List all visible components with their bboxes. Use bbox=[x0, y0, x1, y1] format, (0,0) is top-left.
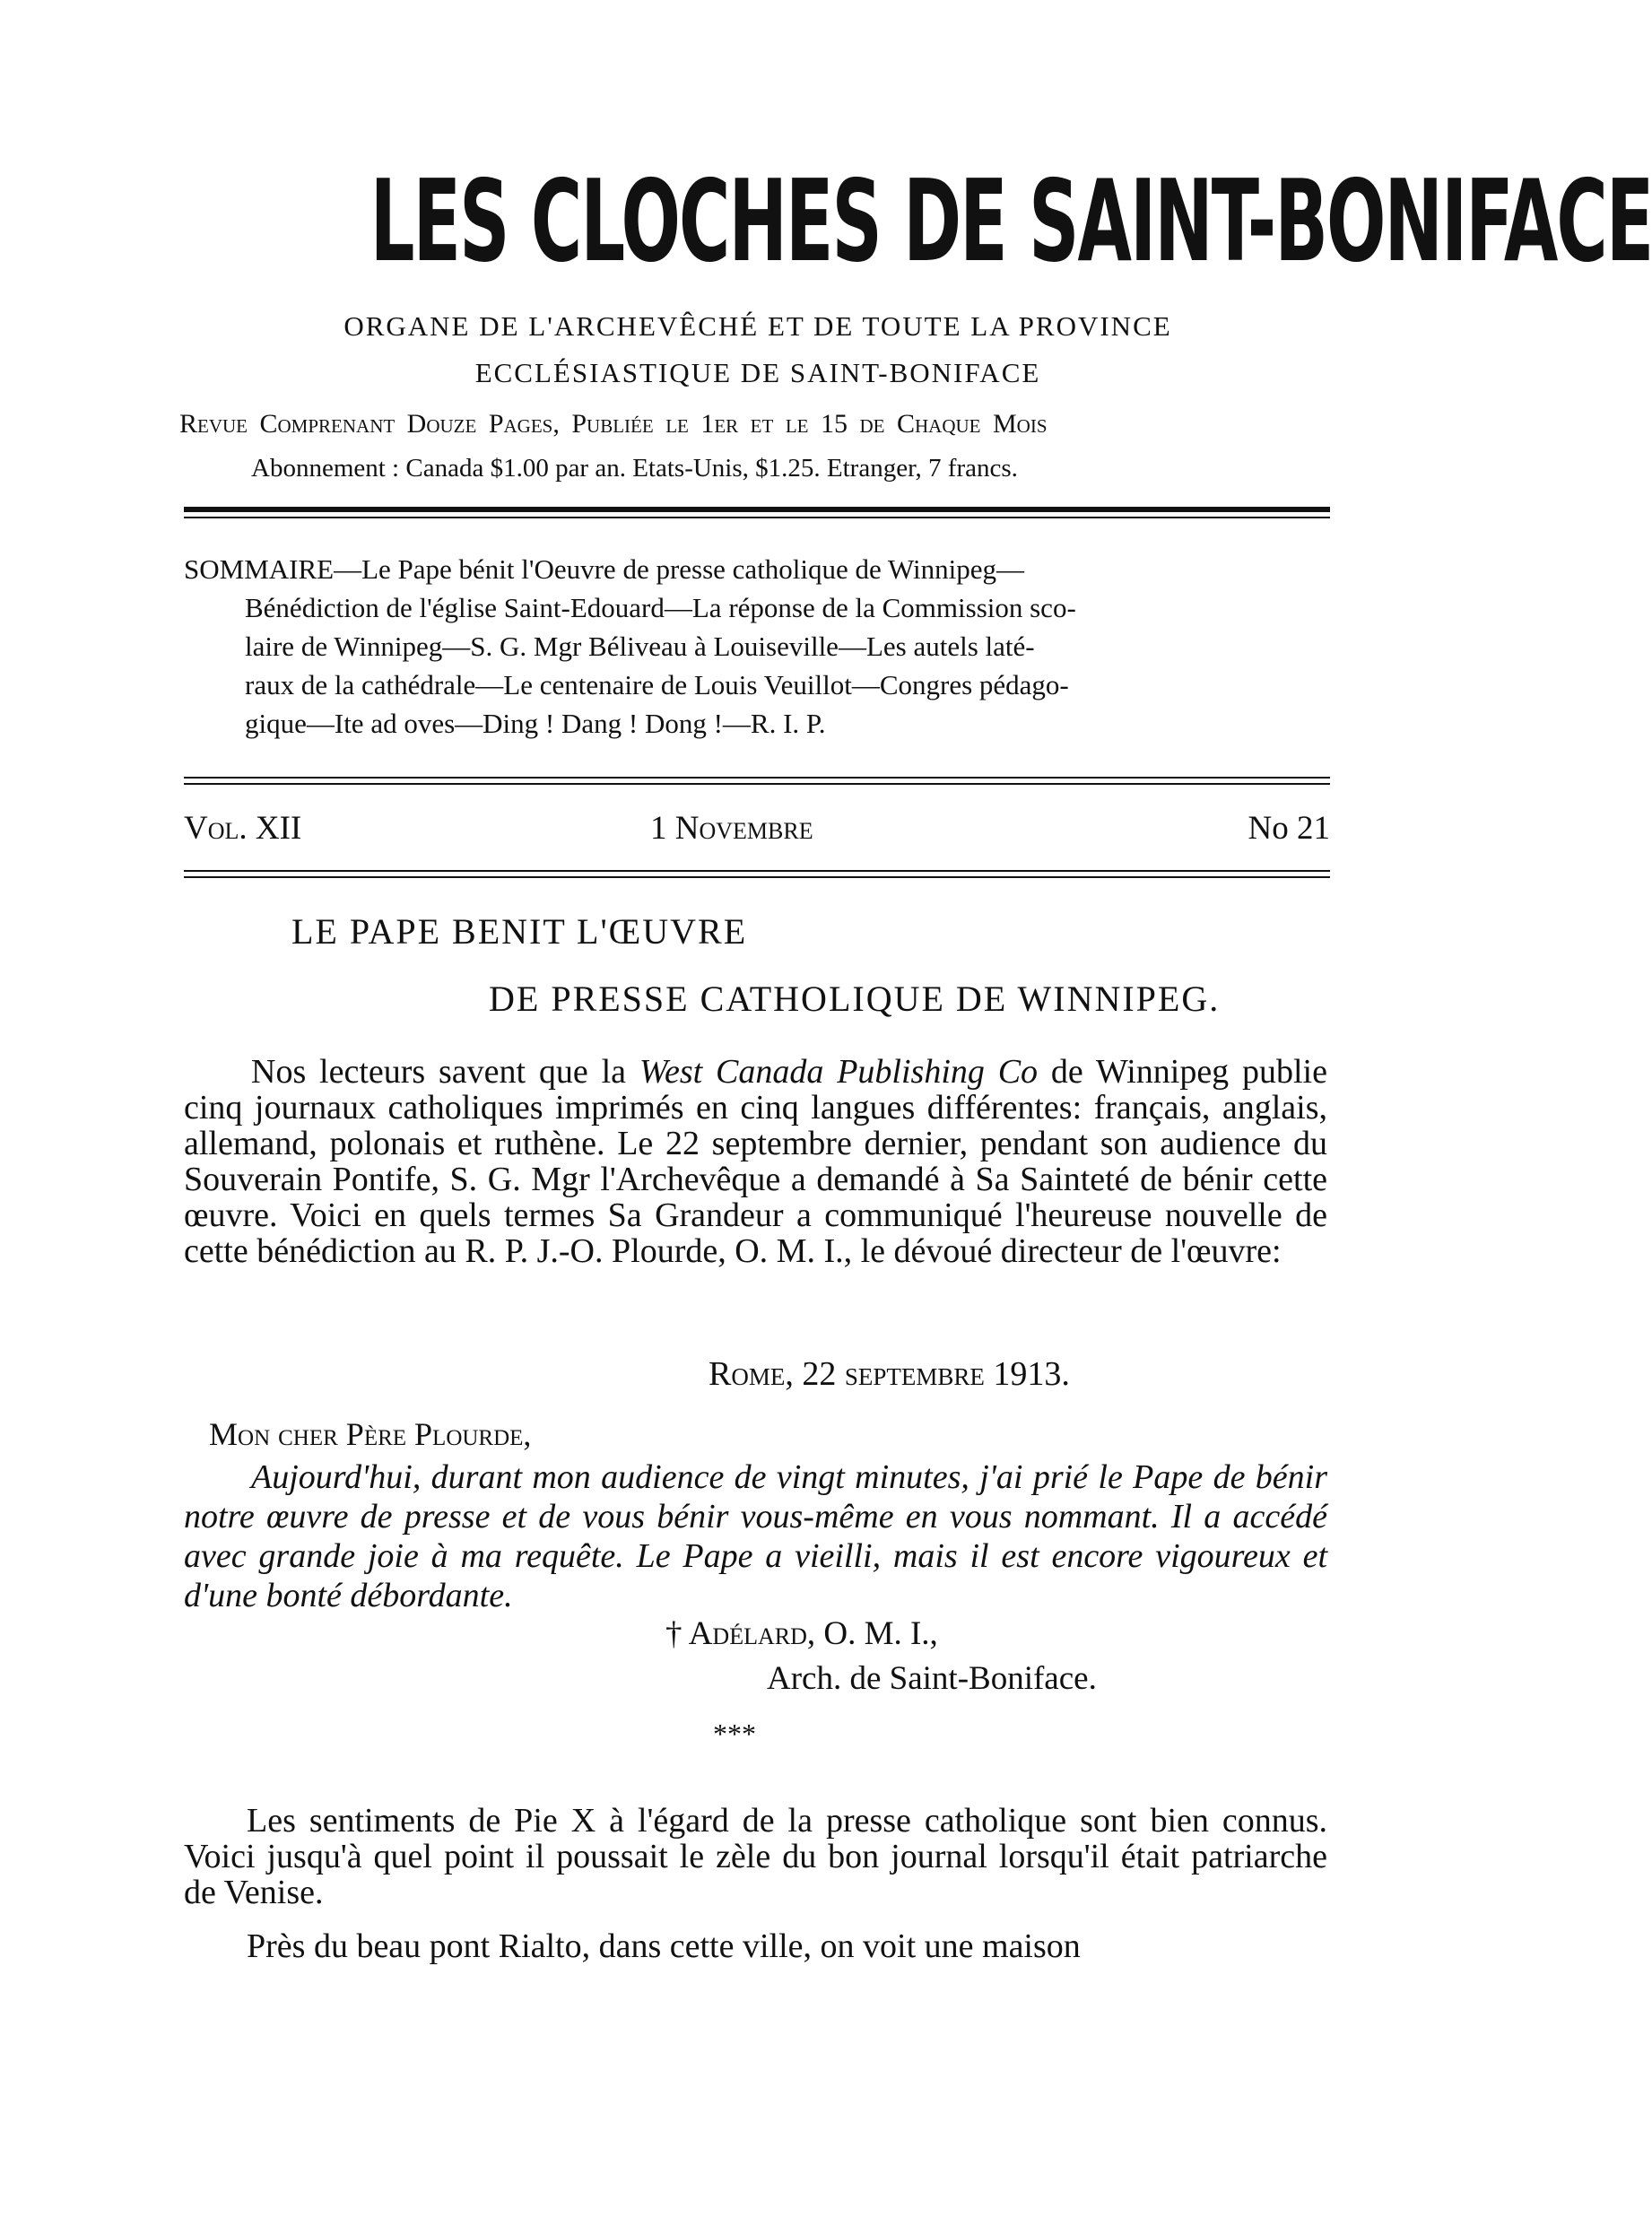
revue-line: Revue Comprenant Douze Pages, Publiée le 1er et le 15 de Chaque Mois bbox=[179, 409, 1048, 439]
summary-block bbox=[184, 550, 1336, 743]
rule bbox=[184, 777, 1330, 779]
rule bbox=[184, 870, 1330, 872]
letter-dateline: Rome, 22 septembre 1913. bbox=[709, 1355, 1070, 1393]
letter-salutation: Mon cher Père Plourde, bbox=[209, 1416, 532, 1452]
article-paragraph-1 bbox=[184, 1054, 1327, 1269]
thick-rule bbox=[184, 507, 1330, 512]
masthead-title: LES CLOCHES DE SAINT-BONIFACE bbox=[370, 155, 1652, 287]
summary-line: gique—Ite ad oves—Ding ! Dang ! Dong !—R. I. P. bbox=[245, 708, 826, 739]
article-heading-line2: DE PRESSE CATHOLIQUE DE WINNIPEG. bbox=[489, 979, 1221, 1019]
subscription-line: Abonnement : Canada $1.00 par an. Etats-Unis, $1.25. Etranger, 7 francs. bbox=[251, 454, 1018, 483]
rule bbox=[184, 876, 1330, 878]
article-paragraph-2: Les sentiments de Pie X à l'égard de la presse catholique sont bien connus. Voici jusqu'à quel point il poussait le zèle du bon journal lorsqu'il était patriarche de Venise. bbox=[184, 1802, 1327, 1911]
paragraph-text: Nos lecteurs savent que la bbox=[251, 1053, 639, 1091]
summary-line: SOMMAIRE—Le Pape bénit l'Oeuvre de presse catholique de Winnipeg— bbox=[184, 553, 1024, 585]
section-separator: *** bbox=[713, 1718, 756, 1750]
rule bbox=[184, 783, 1330, 785]
signature-title: Arch. de Saint-Boniface. bbox=[767, 1660, 1097, 1697]
volume-number: Vol. XII bbox=[184, 810, 302, 847]
masthead-subtitle-line1: ORGANE DE L'ARCHEVÊCHÉ ET DE TOUTE LA PROVINCE bbox=[343, 310, 1172, 342]
article-heading-line1: LE PAPE BENIT L'ŒUVRE bbox=[291, 911, 748, 952]
paragraph-text: de Winnipeg publie cinq journaux catholiques imprimés en cinq langues différentes: français, anglais, allemand, polonais et ruthène. Le 22 septembre dernier, pendant son audience du Souverain Pontife, S. G. Mgr l'Archevêque a demandé à Sa Sainteté de bénir cette œuvre. Voici en quels termes Sa Grandeur a communiqué l'heureuse nouvelle de cette bénédiction au R. P. J.-O. Plourde, O. M. I., le dévoué directeur de l'œuvre: bbox=[184, 1053, 1327, 1270]
issue-date: 1 Novembre bbox=[650, 810, 813, 847]
summary-line: Bénédiction de l'église Saint-Edouard—La réponse de la Commission sco- bbox=[245, 592, 1076, 623]
publisher-name: West Canada Publishing Co bbox=[639, 1053, 1039, 1091]
masthead-subtitle-line2: ECCLÉSIASTIQUE DE SAINT-BONIFACE bbox=[474, 357, 1041, 388]
summary-line: laire de Winnipeg—S. G. Mgr Béliveau à Louiseville—Les autels laté- bbox=[245, 631, 1035, 662]
masthead bbox=[143, 154, 1652, 289]
issue-number: No 21 bbox=[1248, 810, 1330, 847]
article-paragraph-3: Près du beau pont Rialto, dans cette ville, on voit une maison bbox=[247, 1927, 1081, 1965]
summary-line: raux de la cathédrale—Le centenaire de Louis Veuillot—Congres pédago- bbox=[245, 669, 1069, 700]
letter-body: Aujourd'hui, durant mon audience de vingt minutes, j'ai prié le Pape de bénir notre œuvre de presse et de vous bénir vous-même en vous nommant. Il a accédé avec grande joie à ma requête. Le Pape a vieilli, mais il est encore vigoureux et d'une bonté débordante. bbox=[184, 1458, 1327, 1614]
signature-name: † Adélard, O. M. I., bbox=[665, 1615, 938, 1652]
thin-rule bbox=[184, 517, 1330, 518]
